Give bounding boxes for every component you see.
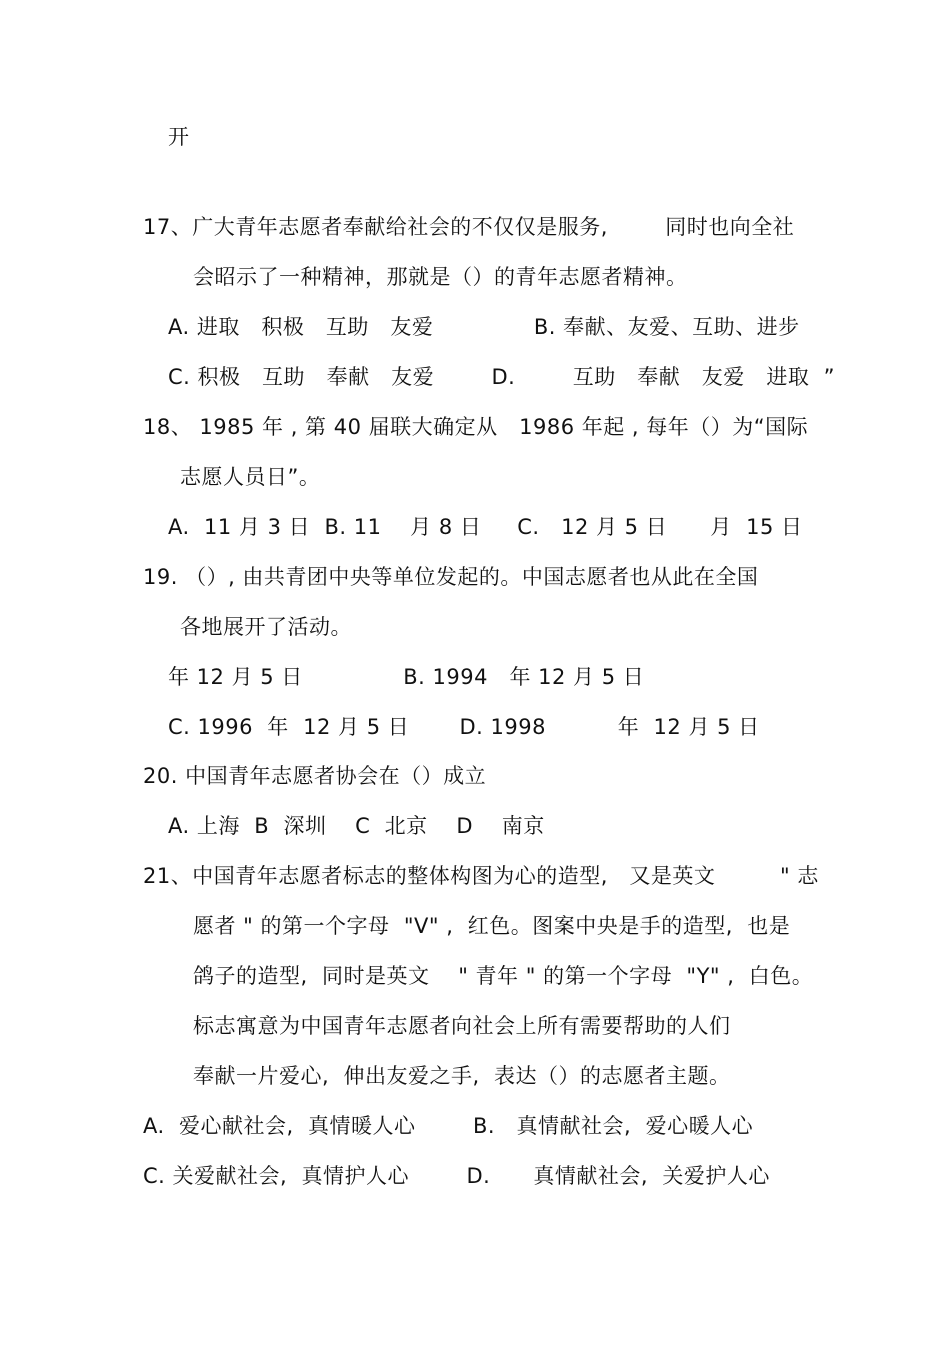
question-19-options-ab: 年 12 月 5 日 B. 1994 年 12 月 5 日 xyxy=(168,665,645,689)
text-line: 开 xyxy=(168,125,190,149)
question-19: 19. （）, 由共青团中央等单位发起的。中国志愿者也从此在全国 xyxy=(143,565,759,589)
question-19-options-cd: C. 1996 年 12 月 5 日 D. 1998 年 12 月 5 日 xyxy=(168,715,760,739)
question-21: 21、中国青年志愿者标志的整体构图为心的造型, 又是英文 " 志 xyxy=(143,864,819,888)
question-21-options-cd: C. 关爱献社会, 真情护人心 D. 真情献社会, 关爱护人心 xyxy=(143,1164,770,1188)
question-18-cont: 志愿人员日”。 xyxy=(180,465,321,489)
question-21-cont-1: 愿者 " 的第一个字母 "V" , 红色。图案中央是手的造型, 也是 xyxy=(193,914,791,938)
question-17-options-cd: C. 积极 互助 奉献 友爱 D. 互助 奉献 友爱 进取 ” xyxy=(168,365,836,389)
question-18: 18、 1985 年 , 第 40 届联大确定从 1986 年起 , 每年（）为“国际 xyxy=(143,415,809,439)
question-20: 20. 中国青年志愿者协会在（）成立 xyxy=(143,764,487,788)
question-19-cont: 各地展开了活动。 xyxy=(180,615,352,639)
question-21-cont-4: 奉献一片爱心, 伸出友爱之手, 表达（）的志愿者主题。 xyxy=(193,1064,731,1088)
question-21-options-ab: A. 爱心献社会, 真情暖人心 B. 真情献社会, 爱心暖人心 xyxy=(143,1114,754,1138)
question-21-cont-3: 标志寓意为中国青年志愿者向社会上所有需要帮助的人们 xyxy=(193,1014,731,1038)
question-17-cont: 会昭示了一种精神，那就是（）的青年志愿者精神。 xyxy=(193,265,688,289)
question-20-options: A. 上海 B 深圳 C 北京 D 南京 xyxy=(168,814,545,838)
question-17-options-ab: A. 进取 积极 互助 友爱 B. 奉献、友爱、互助、进步 xyxy=(168,315,800,339)
question-17: 17、广大青年志愿者奉献给社会的不仅仅是服务, 同时也向全社 xyxy=(143,215,795,239)
question-18-options: A. 11 月 3 日 B. 11 月 8 日 C. 12 月 5 日 月 15 日 xyxy=(168,515,803,539)
question-21-cont-2: 鸽子的造型, 同时是英文 " 青年 " 的第一个字母 "Y" , 白色。 xyxy=(193,964,814,988)
